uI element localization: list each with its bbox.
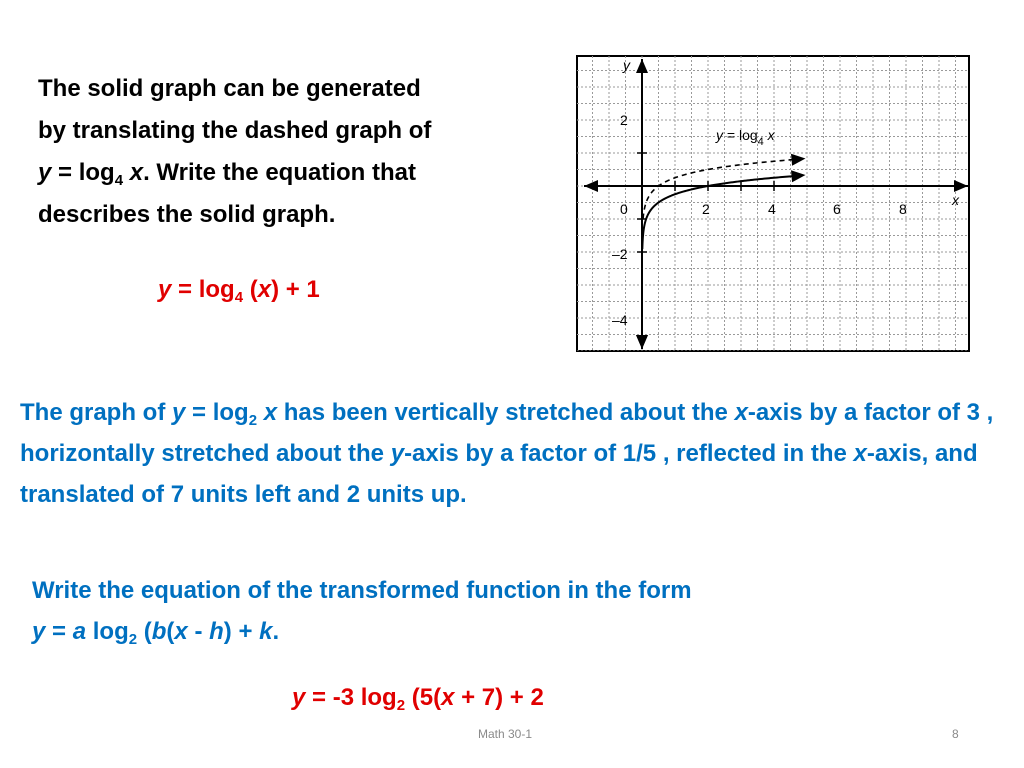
problem-1-text: The solid graph can be generated by translating the dashed graph of $y = \log_4 x$. Write the equation that describes the solid graph. (38, 75, 432, 228)
answer-2: y = -3 $\log_2 (5(x + 7) + 2$ (292, 684, 544, 714)
y-tick-neg4: –4 (612, 312, 628, 328)
log-graph (576, 55, 970, 352)
y-axis-label: y (623, 57, 630, 73)
y-tick-2: 2 (620, 112, 628, 128)
x-tick-6: 6 (833, 201, 841, 217)
answer-1: $y = \log_4 (x) + 1$ (158, 276, 320, 306)
y-tick-neg2: –2 (612, 246, 628, 262)
page-number: 8 (952, 727, 959, 741)
x-tick-0: 0 (620, 201, 628, 217)
problem-3-text: Write the equation of the transformed function in the form y = a $\log_2 (b(x - h) + k$. (32, 577, 692, 648)
x-tick-4: 4 (768, 201, 776, 217)
footer-course: Math 30-1 (478, 727, 533, 741)
curve-label: $y = \log_4 x$ (716, 127, 775, 148)
x-tick-2: 2 (702, 201, 710, 217)
x-tick-8: 8 (899, 201, 907, 217)
problem-2-text: The graph of $y = \log_2 x$ has been vertically stretched about the x-axis by a factor of 3 , horizontally stretched about the y-axis by a factor of 1/5 , reflected in the x-axis, and translated of 7 units left and 2 units up. (20, 399, 994, 508)
x-axis-label: x (952, 192, 959, 208)
